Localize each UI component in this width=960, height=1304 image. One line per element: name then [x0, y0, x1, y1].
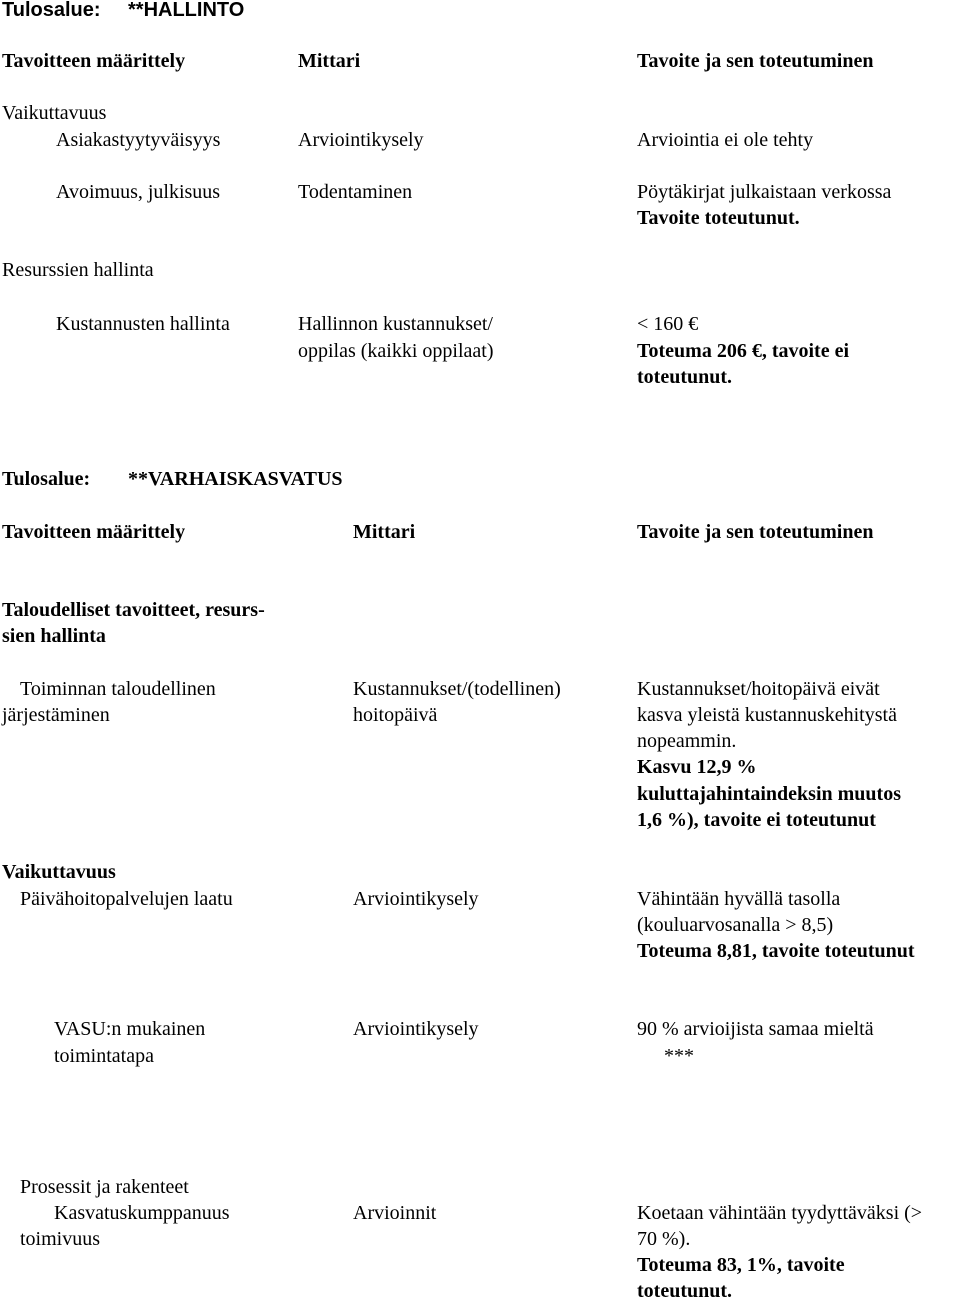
row-tavoite-paivahoito-1: Vähintään hyvällä tasolla	[637, 888, 841, 910]
row-name-asiakastyytyvaisyys: Asiakastyytyväisyys	[56, 129, 221, 151]
category-resurssien-hallinta: Resurssien hallinta	[2, 259, 154, 281]
header-tavoite: Tavoite ja sen toteutuminen	[637, 50, 874, 72]
row-mittari-kustannukset-1: Hallinnon kustannukset/	[298, 313, 493, 335]
header-mittari: Mittari	[353, 521, 416, 543]
row-name-toiminnan-1: Toiminnan taloudellinen	[20, 678, 216, 700]
header-maarittely: Tavoitteen määrittely	[2, 521, 186, 543]
row-tavoite-kustannukset: < 160 €	[637, 313, 699, 335]
row-name-vasu-2: toimintatapa	[54, 1045, 154, 1067]
category-taloudelliset-2: sien hallinta	[2, 625, 106, 647]
row-toteuma-toiminnan-1: Kasvu 12,9 %	[637, 756, 757, 778]
tulosalue-name: **HALLINTO	[128, 0, 245, 21]
row-tavoite-vasu: 90 % arvioijista samaa mieltä	[637, 1018, 874, 1040]
row-tavoite-asiakastyytyvaisyys: Arviointia ei ole tehty	[637, 129, 814, 151]
header-maarittely: Tavoitteen määrittely	[2, 50, 186, 72]
row-toteuma-kumppanuus-1: Toteuma 83, 1%, tavoite	[637, 1254, 845, 1276]
row-toteuma-paivahoito: Toteuma 8,81, tavoite toteutunut	[637, 940, 915, 962]
row-mittari-paivahoito: Arviointikysely	[353, 888, 479, 910]
row-mittari-toiminnan-2: hoitopäivä	[353, 704, 438, 726]
row-tavoite-toiminnan-3: nopeammin.	[637, 730, 737, 752]
row-name-vasu-1: VASU:n mukainen	[54, 1018, 206, 1040]
row-toteuma-kumppanuus-2: toteutunut.	[637, 1280, 733, 1302]
row-mittari-asiakastyytyvaisyys: Arviointikysely	[298, 129, 424, 151]
row-tavoite-toiminnan-2: kasva yleistä kustannuskehitystä	[637, 704, 897, 726]
tulosalue-label: Tulosalue:	[2, 0, 101, 21]
header-mittari: Mittari	[298, 50, 361, 72]
row-tavoite-paivahoito-2: (kouluarvosanalla > 8,5)	[637, 914, 834, 936]
row-toteuma-kustannukset-1: Toteuma 206 €, tavoite ei	[637, 340, 850, 362]
row-name-kustannukset: Kustannusten hallinta	[56, 313, 230, 335]
category-vaikuttavuus: Vaikuttavuus	[2, 102, 107, 124]
category-vaikuttavuus: Vaikuttavuus	[2, 861, 116, 883]
row-tavoite-toiminnan-1: Kustannukset/hoitopäivä eivät	[637, 678, 880, 700]
row-toteuma-avoimuus: Tavoite toteutunut.	[637, 207, 800, 229]
row-tavoite-avoimuus: Pöytäkirjat julkaistaan verkossa	[637, 181, 892, 203]
category-taloudelliset-1: Taloudelliset tavoitteet, resurs-	[2, 599, 265, 621]
row-name-kumppanuus-1: Kasvatuskumppanuus	[54, 1202, 230, 1224]
row-toteuma-toiminnan-3: 1,6 %), tavoite ei toteutunut	[637, 809, 876, 831]
row-tavoite-kumppanuus-2: 70 %).	[637, 1228, 691, 1250]
row-mittari-avoimuus: Todentaminen	[298, 181, 413, 203]
row-toteuma-kustannukset-2: toteutunut.	[637, 366, 733, 388]
row-tavoite-kumppanuus-1: Koetaan vähintään tyydyttäväksi (>	[637, 1202, 923, 1224]
category-prosessit: Prosessit ja rakenteet	[20, 1176, 189, 1198]
row-mittari-vasu: Arviointikysely	[353, 1018, 479, 1040]
row-name-paivahoito: Päivähoitopalvelujen laatu	[20, 888, 233, 910]
row-mittari-kustannukset-2: oppilas (kaikki oppilaat)	[298, 340, 494, 362]
row-toteuma-vasu: ***	[664, 1045, 694, 1067]
row-mittari-toiminnan-1: Kustannukset/(todellinen)	[353, 678, 561, 700]
tulosalue-label: Tulosalue:	[2, 468, 91, 490]
row-name-avoimuus: Avoimuus, julkisuus	[56, 181, 221, 203]
header-tavoite: Tavoite ja sen toteutuminen	[637, 521, 874, 543]
row-mittari-kumppanuus: Arvioinnit	[353, 1202, 437, 1224]
row-name-toiminnan-2: järjestäminen	[2, 704, 110, 726]
tulosalue-name: **VARHAISKASVATUS	[128, 468, 343, 490]
row-toteuma-toiminnan-2: kuluttajahintaindeksin muutos	[637, 783, 901, 805]
row-name-kumppanuus-2: toimivuus	[20, 1228, 101, 1250]
